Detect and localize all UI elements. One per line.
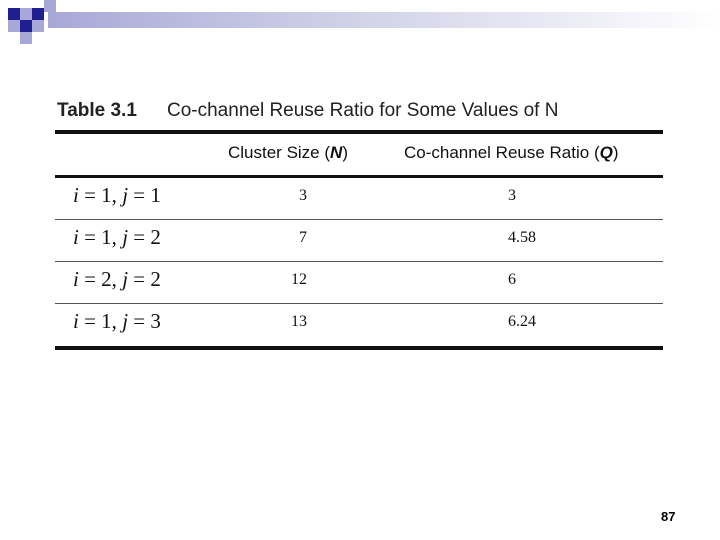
banner-square [20,8,32,20]
reuse-ratio-cell: 6 [508,271,516,288]
table-number: Table 3.1 [57,100,137,121]
banner-square [32,8,44,20]
table-row [55,304,663,346]
cluster-size-cell: 12 [291,271,307,288]
column-header-reuse-close: ) [612,143,619,162]
column-header-reuse-ratio [404,143,619,163]
table-title: Co-channel Reuse Ratio for Some Values of N [167,100,559,121]
column-header-reuse-text: Co-channel Reuse Ratio ( [404,143,600,162]
row-index-cell: i = 2, j = 2 [73,267,161,291]
column-header-cluster-symbol: N [330,143,343,162]
slide-banner [0,0,720,48]
column-header-cluster-text: Cluster Size ( [228,143,331,162]
table-caption [57,100,558,122]
table-top-rule [55,130,663,134]
table-row [55,178,663,220]
banner-square [8,20,20,32]
row-index-cell: i = 1, j = 2 [73,225,161,249]
column-header-cluster-size [228,143,348,163]
banner-gradient-bar [48,12,720,28]
page-number: 87 [661,509,676,524]
cluster-size-cell: 13 [291,313,307,330]
cluster-size-cell: 7 [299,229,307,246]
banner-square [44,0,56,12]
row-index-cell: i = 1, j = 3 [73,309,161,333]
reuse-ratio-cell: 3 [508,187,516,204]
table-row [55,262,663,304]
cluster-size-cell: 3 [299,187,307,204]
banner-square [8,8,20,20]
column-header-cluster-close: ) [342,143,348,162]
table-row [55,220,663,262]
column-header-reuse-symbol: Q [599,143,613,162]
reuse-ratio-cell: 6.24 [508,313,536,330]
row-index-cell: i = 1, j = 1 [73,183,161,207]
reuse-ratio-cell: 4.58 [508,229,536,246]
banner-square [20,20,32,32]
table-bottom-rule [55,346,663,350]
banner-square [20,32,32,44]
banner-square [32,20,44,32]
